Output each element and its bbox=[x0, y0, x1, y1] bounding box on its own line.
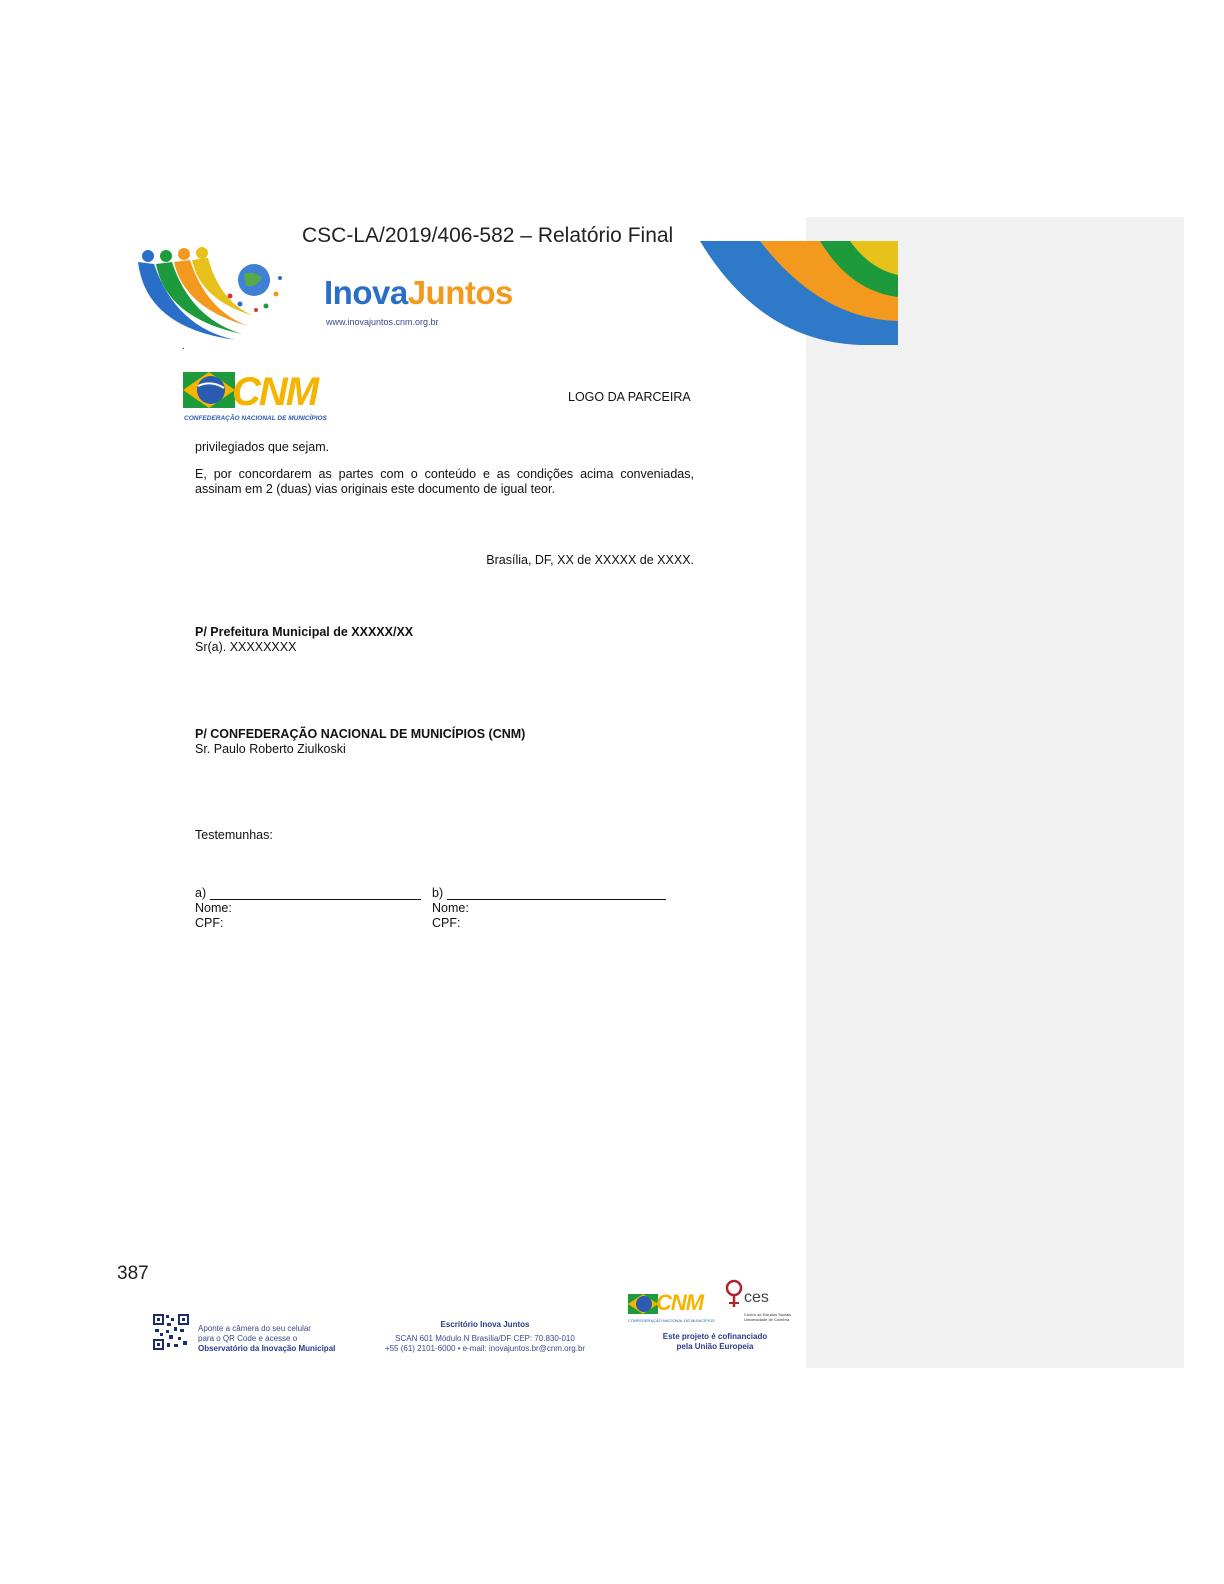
witness-b-name-label: Nome: bbox=[432, 901, 469, 915]
qr-line-2: para o QR Code e acesse o bbox=[198, 1334, 298, 1343]
signer-2-org: P/ CONFEDERAÇÃO NACIONAL DE MUNICÍPIOS (CNM) bbox=[195, 727, 526, 741]
ces-letters: ces bbox=[744, 1289, 769, 1306]
witness-b-signature-line bbox=[447, 898, 666, 900]
inova-juntos-emblem-icon bbox=[136, 248, 284, 346]
running-header bbox=[300, 216, 674, 247]
cnm-letters: CNM bbox=[232, 370, 318, 414]
footer-cnm-flag-icon bbox=[628, 1288, 658, 1318]
witness-a-label: a) bbox=[195, 886, 207, 900]
ces-subtitle-1: Centro de Estudos Sociais bbox=[744, 1312, 792, 1317]
office-contact: +55 (61) 2101-6000 • e-mail: inovajuntos.br@cnm.org.br bbox=[384, 1344, 586, 1353]
page-number bbox=[112, 1263, 162, 1284]
stray-dot: . bbox=[182, 341, 185, 352]
wordmark-inova: Inova bbox=[324, 274, 408, 311]
running-header-text: CSC-LA/2019/406-582 – Relatório Final bbox=[302, 224, 674, 247]
partner-logo-placeholder: LOGO DA PARCEIRA bbox=[568, 390, 691, 404]
signer-1-org: P/ Prefeitura Municipal de XXXXX/XX bbox=[195, 625, 414, 639]
signer-1-name: Sr(a). XXXXXXXX bbox=[195, 640, 297, 654]
ces-subtitle-2: Universidade de Coimbra bbox=[744, 1317, 790, 1322]
qr-code-icon bbox=[152, 1313, 190, 1351]
side-panel bbox=[806, 217, 1184, 1368]
page-number-text: 387 bbox=[117, 1263, 149, 1284]
qr-line-1: Aponte a câmera do seu celular bbox=[198, 1324, 311, 1333]
witness-a-signature-line bbox=[210, 898, 421, 900]
office-address: SCAN 601 Módulo N Brasília/DF CEP: 70.830-010 bbox=[395, 1334, 575, 1343]
inova-url: www.inovajuntos.cnm.org.br bbox=[326, 317, 439, 327]
signer-2-name: Sr. Paulo Roberto Ziulkoski bbox=[195, 742, 346, 756]
eu-cofinance-line-1: Este projeto é cofinanciado bbox=[662, 1332, 768, 1341]
cnm-subtitle: CONFEDERAÇÃO NACIONAL DE MUNICÍPIOS bbox=[184, 415, 327, 422]
witness-a-name-label: Nome: bbox=[195, 901, 232, 915]
witness-b-label: b) bbox=[432, 886, 444, 900]
witness-b-cpf-label: CPF: bbox=[432, 916, 461, 930]
witnesses-label: Testemunhas: bbox=[195, 828, 273, 842]
footer-cnm-subtitle: CONFEDERAÇÃO NACIONAL DE MUNICÍPIOS bbox=[628, 1318, 715, 1323]
decorative-swoosh-icon bbox=[700, 241, 898, 345]
ces-logo-icon bbox=[724, 1279, 744, 1309]
paragraph-2: E, por concordarem as partes com o conteúdo e as condições acima conveniadas, assinam em 2 (duas) vias originais este documento de igual teor. bbox=[195, 467, 694, 496]
paragraph-1: privilegiados que sejam. bbox=[195, 440, 330, 454]
footer-cnm-letters: CNM bbox=[656, 1290, 704, 1315]
wordmark-juntos: Juntos bbox=[407, 274, 513, 311]
eu-cofinance-line-2: pela União Europeia bbox=[676, 1342, 754, 1351]
office-title: Escritório Inova Juntos bbox=[440, 1320, 530, 1329]
witness-a-cpf-label: CPF: bbox=[195, 916, 224, 930]
cnm-flag-icon bbox=[183, 362, 235, 414]
inova-juntos-wordmark bbox=[324, 274, 513, 312]
qr-line-3: Observatório da Inovação Municipal bbox=[198, 1344, 336, 1353]
place-date: Brasília, DF, XX de XXXXX de XXXX. bbox=[486, 553, 694, 567]
